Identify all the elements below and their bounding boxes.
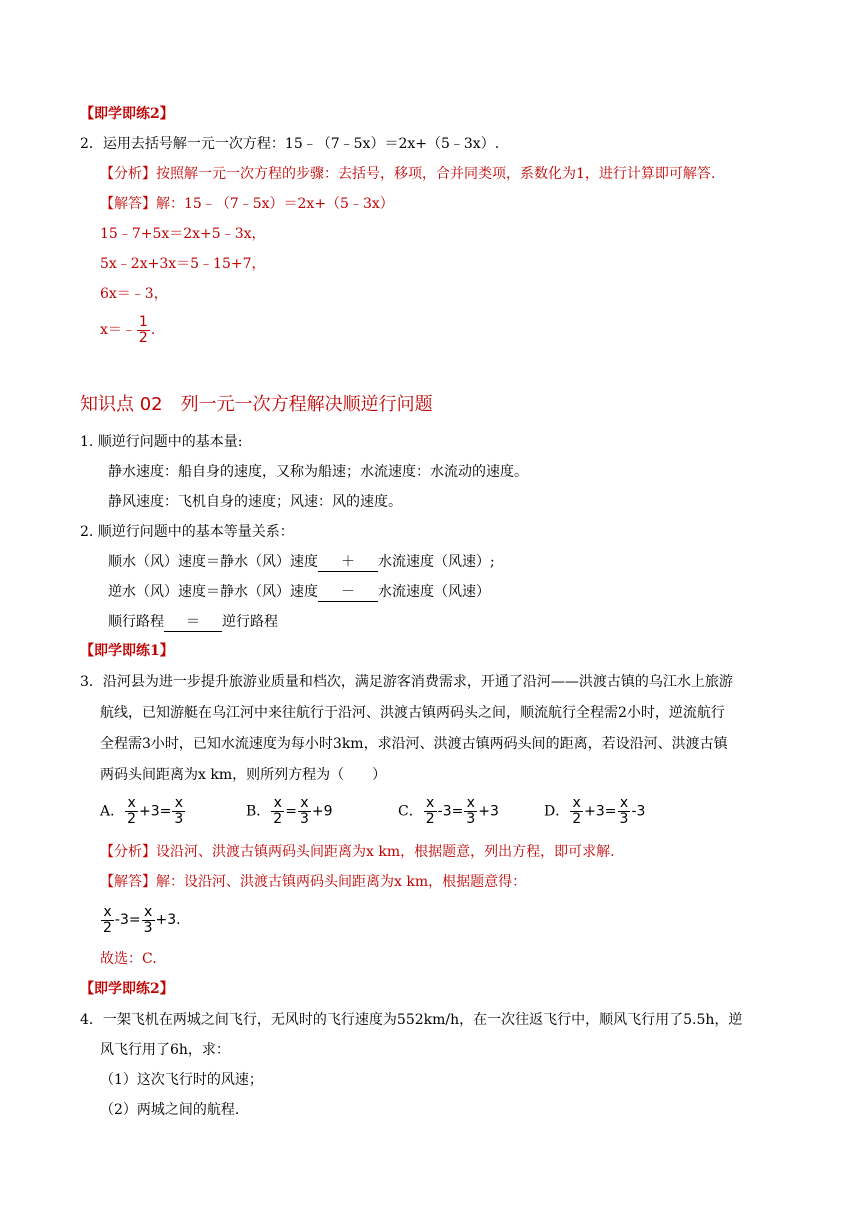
practice-header: 【即学即练1】 — [80, 643, 174, 659]
answer-text: 解：15﹣（7﹣5x）＝2x+（5﹣3x） — [156, 196, 394, 212]
step4-prefix: x＝﹣ — [100, 322, 136, 338]
question-4-sub-1: （1）这次飞行时的风速； — [100, 1072, 263, 1088]
section-title: 知识点 02 列一元一次方程解决顺逆行问题 — [80, 394, 433, 415]
analysis-tag: 【分析】 — [100, 844, 156, 860]
option-c[interactable]: C． $\frac{x}{2}$ -3= $\frac{x}{3}$ +3 — [398, 795, 499, 827]
question-4-line-2: 风飞行用了6h，求： — [100, 1042, 230, 1058]
question-3-line-1: 3．沿河县为进一步提升旅游业质量和档次，满足游客消费需求，开通了沿河——洪渡古镇的乌江水上旅游 — [80, 674, 733, 690]
analysis-text: 设沿河、洪渡古镇两码头间距离为x km，根据题意，列出方程，即可求解. — [156, 844, 615, 860]
question-3-line-3: 全程需3小时，已知水流速度为每小时3km，求沿河、洪渡古镇两码头间的距离，若设沿河、洪渡古镇 — [100, 736, 728, 752]
question-4-sub-2: （2）两城之间的航程. — [100, 1102, 240, 1118]
practice-header: 【即学即练2】 — [80, 981, 174, 997]
kp2-line-2: 逆水（风）速度＝静水（风）速度 － 水流速度（风速） — [108, 584, 490, 600]
answer-3-equation: $\frac{x}{2}$ -3= $\frac{x}{3}$ +3. — [103, 903, 181, 936]
question-number: 3． — [80, 674, 103, 690]
question-number: 2． — [80, 136, 103, 152]
analysis-2 — [100, 164, 715, 184]
answer-3-choice: 故选：C. — [100, 951, 157, 967]
kp1-title: 1. 顺逆行问题中的基本量: — [80, 434, 243, 450]
answer-step-1: 15﹣7+5x＝2x+5﹣3x， — [100, 226, 266, 242]
kp2-line-3: 顺行路程 ＝ 逆行路程 — [108, 614, 278, 630]
question-number: 4． — [80, 1012, 103, 1028]
answer-2 — [100, 194, 394, 214]
options-row — [100, 796, 780, 832]
kp1-line-2: 静风速度：飞机自身的速度；风速：风的速度。 — [108, 494, 402, 510]
answer-3 — [100, 872, 526, 892]
answer-step-2: 5x﹣2x+3x＝5﹣15+7， — [100, 256, 266, 272]
kp1-line-1: 静水速度：船自身的速度，又称为船速；水流速度：水流动的速度。 — [108, 464, 528, 480]
answer-step-4: x＝﹣ $\frac{1}{2}$ . — [100, 313, 156, 346]
question-3-line-4: 两码头间距离为x km，则所列方程为（ ） — [100, 767, 387, 783]
fill-blank: ＋ — [318, 553, 378, 572]
analysis-text: 按照解一元一次方程的步骤：去括号，移项，合并同类项，系数化为1，进行计算即可解答. — [156, 166, 716, 182]
fill-blank: ＝ — [164, 613, 222, 632]
analysis-3 — [100, 842, 615, 862]
kp2-line-1: 顺水（风）速度＝静水（风）速度 ＋ 水流速度（风速）; — [108, 554, 495, 570]
option-d[interactable]: D． $\frac{x}{2}$ +3= $\frac{x}{3}$ -3 — [544, 795, 646, 827]
analysis-tag: 【分析】 — [100, 166, 156, 182]
question-text: 运用去括号解一元一次方程：15﹣（7﹣5x）＝2x+（5﹣3x）. — [102, 136, 500, 152]
kp2-title: 2. 顺逆行问题中的基本等量关系： — [80, 524, 294, 540]
fill-blank: － — [318, 583, 378, 602]
option-b[interactable]: B． $\frac{x}{2}$ = $\frac{x}{3}$ +9 — [246, 795, 333, 827]
answer-step-3: 6x＝﹣3， — [100, 286, 168, 302]
answer-tag: 【解答】 — [100, 196, 156, 212]
option-a[interactable]: A． $\frac{x}{2}$ +3= $\frac{x}{3}$ — [100, 795, 184, 827]
answer-tag: 【解答】 — [100, 874, 156, 890]
question-2 — [80, 134, 499, 154]
question-4-line-1: 4．一架飞机在两城之间飞行，无风时的飞行速度为552km/h，在一次往返飞行中，顺风飞行用了5.5h，逆 — [80, 1012, 743, 1028]
practice-header: 【即学即练2】 — [80, 106, 174, 122]
question-3-line-2: 航线，已知游艇在乌江河中来往航行于沿河、洪渡古镇两码头之间，顺流航行全程需2小时，逆流航行 — [100, 705, 725, 721]
answer-text: 解：设沿河、洪渡古镇两码头间距离为x km，根据题意得： — [156, 874, 527, 890]
fraction: $\frac{1}{2}$ — [138, 313, 148, 346]
